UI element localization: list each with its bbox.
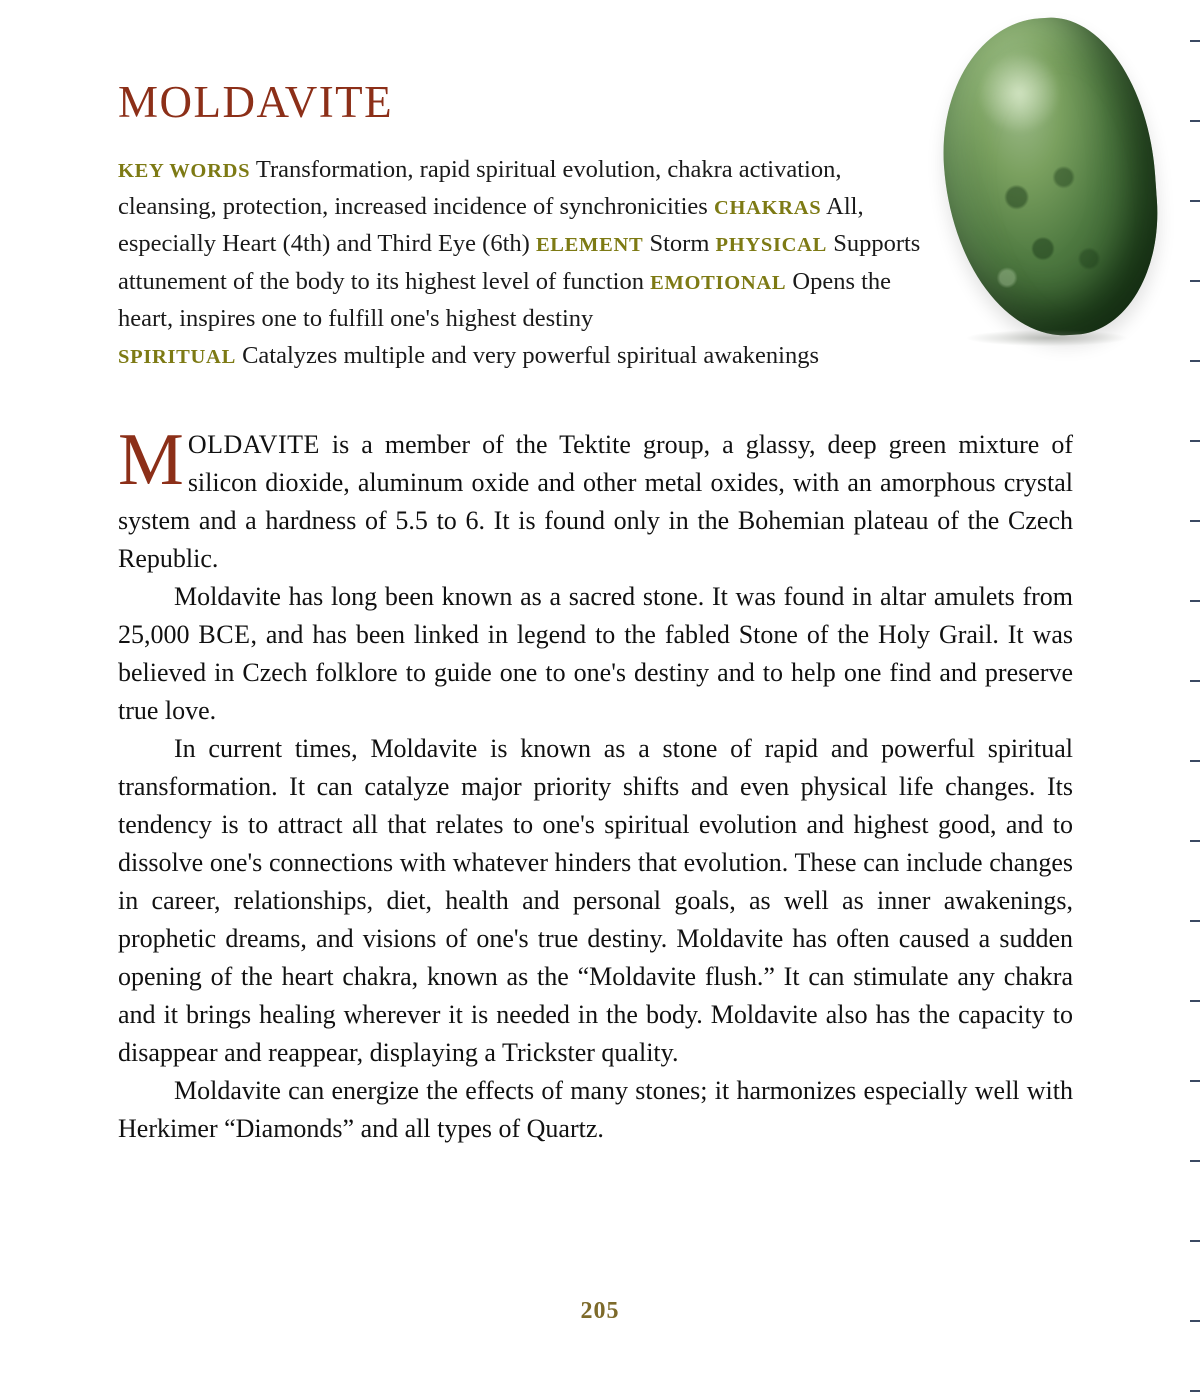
page-number: 205 <box>580 1298 620 1324</box>
page-edge-marks <box>1186 0 1200 1400</box>
paragraph-1 <box>118 419 1073 578</box>
element-value: Storm <box>649 230 710 258</box>
body-text <box>118 419 1073 1147</box>
paragraph-3: In current times, Moldavite is known as a stone of rapid and powerful spiritual transformation. It can catalyze major priority shifts and even physical life changes. Its tendency is to attract all that relates to one's spiritual evolution and highest good, and to dissolve one's connections with whatever hinders that evolution. These can include changes in career, relationships, diet, health and personal goals, as well as inner awakenings, prophetic dreams, and visions of one's true destiny. Moldavite has often caused a sudden opening of the heart chakra, known as the “Moldavite flush.” It can stimulate any chakra and it brings healing wherever it is needed in the body. Moldavite also has the capacity to disappear and reappear, displaying a Trickster quality. <box>118 734 1073 1067</box>
paragraph-4: Moldavite can energize the effects of many stones; it harmonizes especially well with Herkimer “Diamonds” and all types of Quartz. <box>118 1075 1073 1143</box>
paragraph-2-text-b: , and has been linked in legend to the fabled Stone of the Holy Grail. It was believed in Czech folklore to guide one to one's destiny and to help one find and preserve true love. <box>118 620 1073 726</box>
chakras-value: All, especially Heart (4th) and Third Eye (6th) <box>118 193 864 258</box>
drop-cap: M <box>118 419 184 502</box>
paragraph-2-smallcaps: BCE <box>198 620 251 650</box>
physical-label: PHYSICAL <box>715 234 828 257</box>
element-label: ELEMENT <box>535 234 644 257</box>
key-words-label: KEY WORDS <box>118 160 251 182</box>
emotional-value: Opens the heart, inspires one to fulfill one's highest destiny <box>118 267 892 332</box>
page-content <box>118 77 1073 1148</box>
page-title: MOLDAVITE <box>118 77 394 127</box>
key-words-value: Transformation, rapid spiritual evolution, chakra activation, cleansing, protection, increased incidence of synchronicities <box>118 156 842 221</box>
spiritual-label: SPIRITUAL <box>118 346 236 369</box>
paragraph-1-text: is a member of the Tektite group, a glassy, deep green mixture of silicon dioxide, aluminum oxide and other metal oxides, with an amorphous crystal system and a hardness of 5.5 to 6. It is found only in the Bohemian plateau of the Czech Republic. <box>118 430 1073 574</box>
chakras-label: CHAKRAS <box>713 197 822 220</box>
spiritual-value: Catalyzes multiple and very powerful spiritual awakenings <box>242 342 820 370</box>
emotional-label: EMOTIONAL <box>650 271 787 294</box>
paragraph-1-smallcaps: OLDAVITE <box>187 430 320 460</box>
paragraph-2 <box>118 578 1073 730</box>
keywords-block <box>118 151 928 374</box>
paragraph-2-text-a: Moldavite has long been known as a sacred stone. It was found in altar amulets from 25,000 <box>118 582 1073 650</box>
physical-value: Supports attunement of the body to its highest level of function <box>118 230 921 295</box>
